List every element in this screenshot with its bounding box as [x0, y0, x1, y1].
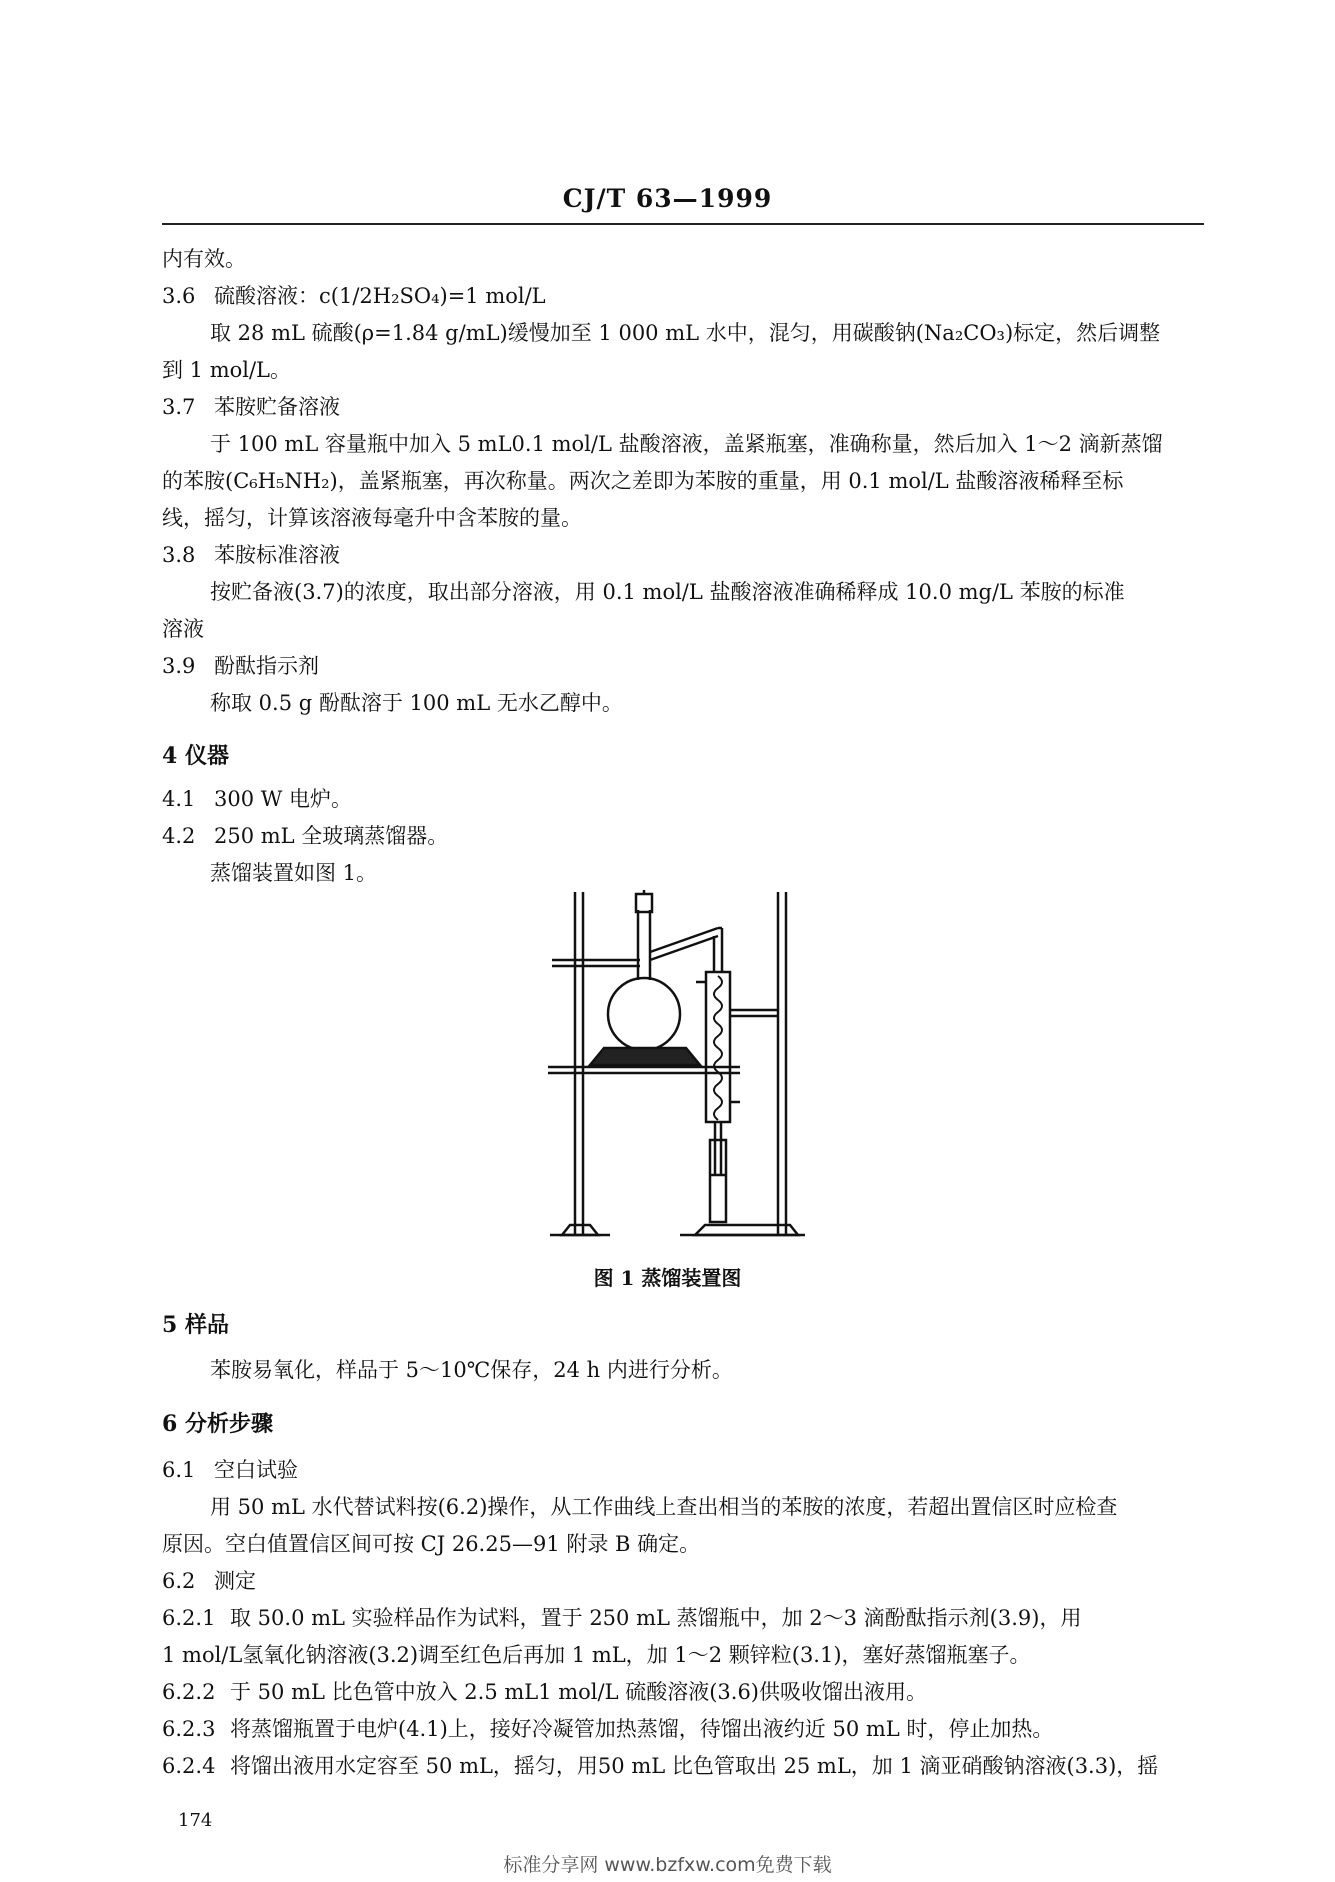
electric-heater — [590, 1048, 700, 1065]
section-5-heading: 5 样品 — [162, 1312, 229, 1338]
section-text: 250 mL 全玻璃蒸馏器。 — [214, 824, 449, 848]
section-text: 将蒸馏瓶置于电炉(4.1)上，接好冷凝管加热蒸馏，待馏出液约近 50 mL 时，停止加热。 — [230, 1717, 1054, 1741]
text-line: 取 28 mL 硫酸(ρ=1.84 g/mL)缓慢加至 1 000 mL 水中，混匀，用碳酸钠(Na₂CO₃)标定，然后调整 — [210, 321, 1161, 345]
section-number: 4.1 — [162, 787, 196, 811]
section-3-6-heading — [162, 283, 546, 309]
section-text: 300 W 电炉。 — [214, 787, 353, 811]
section-title: 硫酸溶液：c(1/2H₂SO₄)=1 mol/L — [214, 284, 546, 308]
text-line: 到 1 mol/L。 — [162, 358, 292, 382]
section-6-2-2 — [162, 1679, 927, 1705]
section-6-1-heading — [162, 1457, 298, 1483]
section-number: 6.1 — [162, 1458, 196, 1482]
section-title: 苯胺标准溶液 — [214, 543, 340, 567]
receiver-tube — [710, 1140, 726, 1222]
section-number: 6.2.3 — [162, 1717, 216, 1741]
text-line: 用 50 mL 水代替试料按(6.2)操作，从工作曲线上查出相当的苯胺的浓度，若超出置信区时应检查 — [210, 1495, 1118, 1519]
section-6-2-4 — [162, 1753, 1158, 1779]
section-text: 取 50.0 mL 实验样品作为试料，置于 250 mL 蒸馏瓶中，加 2～3 滴酚酞指示剂(3.9)，用 — [230, 1606, 1082, 1630]
section-title: 酚酞指示剂 — [214, 654, 319, 678]
text-line: 苯胺易氧化，样品于 5～10℃保存，24 h 内进行分析。 — [210, 1358, 733, 1382]
section-number: 6.2.2 — [162, 1680, 216, 1704]
section-6-2-3 — [162, 1716, 1053, 1742]
section-6-2-heading — [162, 1568, 256, 1594]
section-number: 6.2 — [162, 1569, 196, 1593]
section-title: 空白试验 — [214, 1458, 298, 1482]
figure-caption: 图 1 蒸馏装置图 — [593, 1266, 742, 1290]
distillation-apparatus-figure — [540, 890, 830, 1260]
header-rule — [162, 223, 1204, 225]
text-line: 于 100 mL 容量瓶中加入 5 mL0.1 mol/L 盐酸溶液，盖紧瓶塞，准确称量，然后加入 1～2 滴新蒸馏 — [210, 432, 1163, 456]
section-4-2 — [162, 823, 448, 849]
document-header: CJ/T 63—1999 — [562, 184, 773, 213]
text-line: 称取 0.5 g 酚酞溶于 100 mL 无水乙醇中。 — [210, 691, 623, 715]
section-number: 3.6 — [162, 284, 196, 308]
section-3-9-heading — [162, 653, 319, 679]
section-number: 3.8 — [162, 543, 196, 567]
page-number: 174 — [178, 1810, 213, 1831]
text-line: 原因。空白值置信区间可按 CJ 26.25—91 附录 B 确定。 — [162, 1532, 701, 1556]
text-line: 内有效。 — [162, 247, 246, 271]
section-4-1 — [162, 786, 352, 812]
left-stand-base — [562, 1225, 598, 1235]
text-line: 蒸馏装置如图 1。 — [210, 861, 378, 885]
footer-watermark: 标准分享网 www.bzfxw.com免费下载 — [503, 1854, 832, 1876]
section-number: 6.2.4 — [162, 1754, 216, 1778]
section-3-7-heading — [162, 394, 340, 420]
section-number: 4.2 — [162, 824, 196, 848]
section-number: 6.2.1 — [162, 1606, 216, 1630]
section-6-heading: 6 分析步骤 — [162, 1411, 273, 1437]
text-line: 溶液 — [162, 617, 204, 641]
section-text: 于 50 mL 比色管中放入 2.5 mL1 mol/L 硫酸溶液(3.6)供吸收馏出液用。 — [230, 1680, 927, 1704]
section-number: 3.9 — [162, 654, 196, 678]
text-line: 按贮备液(3.7)的浓度，取出部分溶液，用 0.1 mol/L 盐酸溶液准确稀释成 10.0 mg/L 苯胺的标准 — [210, 580, 1125, 604]
section-title: 测定 — [214, 1569, 256, 1593]
text-line: 的苯胺(C₆H₅NH₂)，盖紧瓶塞，再次称量。两次之差即为苯胺的重量，用 0.1 mol/L 盐酸溶液稀释至标 — [162, 469, 1124, 493]
distilling-flask — [608, 978, 680, 1050]
right-stand-base — [695, 1225, 798, 1235]
section-text: 将馏出液用水定容至 50 mL，摇匀，用50 mL 比色管取出 25 mL，加 1 滴亚硝酸钠溶液(3.3)，摇 — [230, 1754, 1159, 1778]
text-line: 1 mol/L氢氧化钠溶液(3.2)调至红色后再加 1 mL，加 1～2 颗锌粒(3.1)，塞好蒸馏瓶塞子。 — [162, 1643, 1031, 1667]
section-number: 3.7 — [162, 395, 196, 419]
section-3-8-heading — [162, 542, 340, 568]
text-line: 线，摇匀，计算该溶液每毫升中含苯胺的量。 — [162, 506, 582, 530]
flask-stopper — [636, 894, 652, 912]
section-4-heading: 4 仪器 — [162, 743, 229, 769]
section-title: 苯胺贮备溶液 — [214, 395, 340, 419]
section-6-2-1 — [162, 1605, 1081, 1631]
